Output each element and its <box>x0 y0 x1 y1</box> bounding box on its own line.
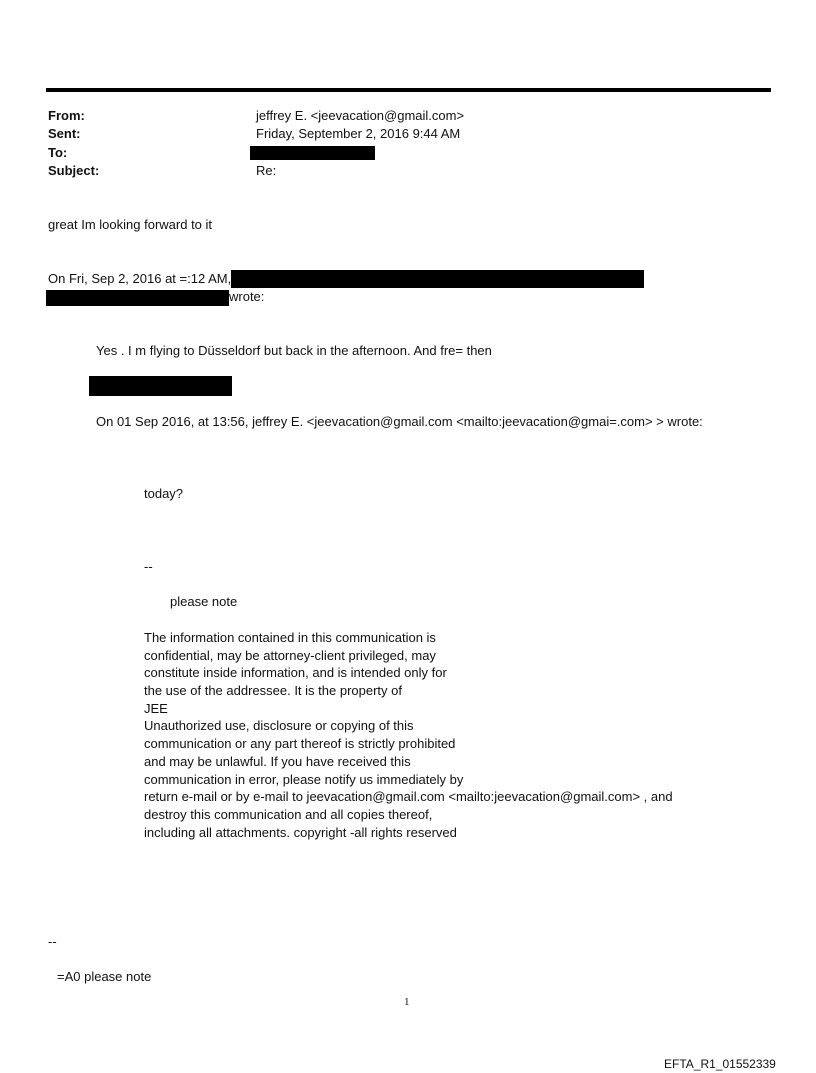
disclaimer-line: communication or any part thereof is strictly prohibited <box>144 736 456 752</box>
signature-note: please note <box>170 594 238 609</box>
bottom-dash: -- <box>48 934 57 949</box>
disclaimer-line: communication in error, please notify us immediately by <box>144 771 464 787</box>
quote1-signature-redaction <box>89 376 232 396</box>
disclaimer-line: constitute inside information, and is intended only for <box>144 665 447 681</box>
to-label: To: <box>48 145 68 160</box>
disclaimer-line: the use of the addressee. It is the property of <box>144 683 402 699</box>
disclaimer <box>144 629 673 841</box>
quote1-email-redaction <box>46 290 229 306</box>
bates-number: EFTA_R1_01552339 <box>664 1057 776 1071</box>
signature-dash: -- <box>144 559 153 574</box>
quote1-wrote: wrote: <box>229 289 265 304</box>
quote1-intro: On Fri, Sep 2, 2016 at =:12 AM, <box>48 271 232 286</box>
from-value: jeffrey E. <jeevacation@gmail.com> <box>256 108 465 123</box>
disclaimer-line: and may be unlawful. If you have received this <box>144 753 411 769</box>
subject-value: Re: <box>256 163 277 178</box>
quote2-intro: On 01 Sep 2016, at 13:56, jeffrey E. <jeevacation@gmail.com <mailto:jeevacation@gmai=.com> > wrote: <box>96 414 703 429</box>
quote1-text: Yes . I m flying to Düsseldorf but back in the afternoon. And fre= then <box>96 343 492 358</box>
disclaimer-line: including all attachments. copyright -all rights reserved <box>144 824 457 840</box>
sent-value: Friday, September 2, 2016 9:44 AM <box>256 126 461 141</box>
disclaimer-line: The information contained in this communication is <box>144 630 436 645</box>
reply-text: great Im looking forward to it <box>48 217 213 232</box>
quote2-text: today? <box>144 486 184 501</box>
disclaimer-line: confidential, may be attorney-client privileged, may <box>144 647 436 663</box>
disclaimer-line: Unauthorized use, disclosure or copying of this <box>144 718 414 734</box>
from-label: From: <box>48 108 85 123</box>
bottom-note: =A0 please note <box>57 969 152 984</box>
to-redaction <box>250 146 375 160</box>
disclaimer-line: return e-mail or by e-mail to jeevacation@gmail.com <mailto:jeevacation@gmail.com> , and <box>144 789 673 805</box>
disclaimer-line: destroy this communication and all copies thereof, <box>144 806 433 822</box>
header-rule <box>46 88 771 92</box>
sent-label: Sent: <box>48 126 81 141</box>
subject-label: Subject: <box>48 163 100 178</box>
page-number: 1 <box>404 996 410 1008</box>
quote1-sender-redaction <box>231 270 644 288</box>
disclaimer-line: JEE <box>144 700 168 716</box>
